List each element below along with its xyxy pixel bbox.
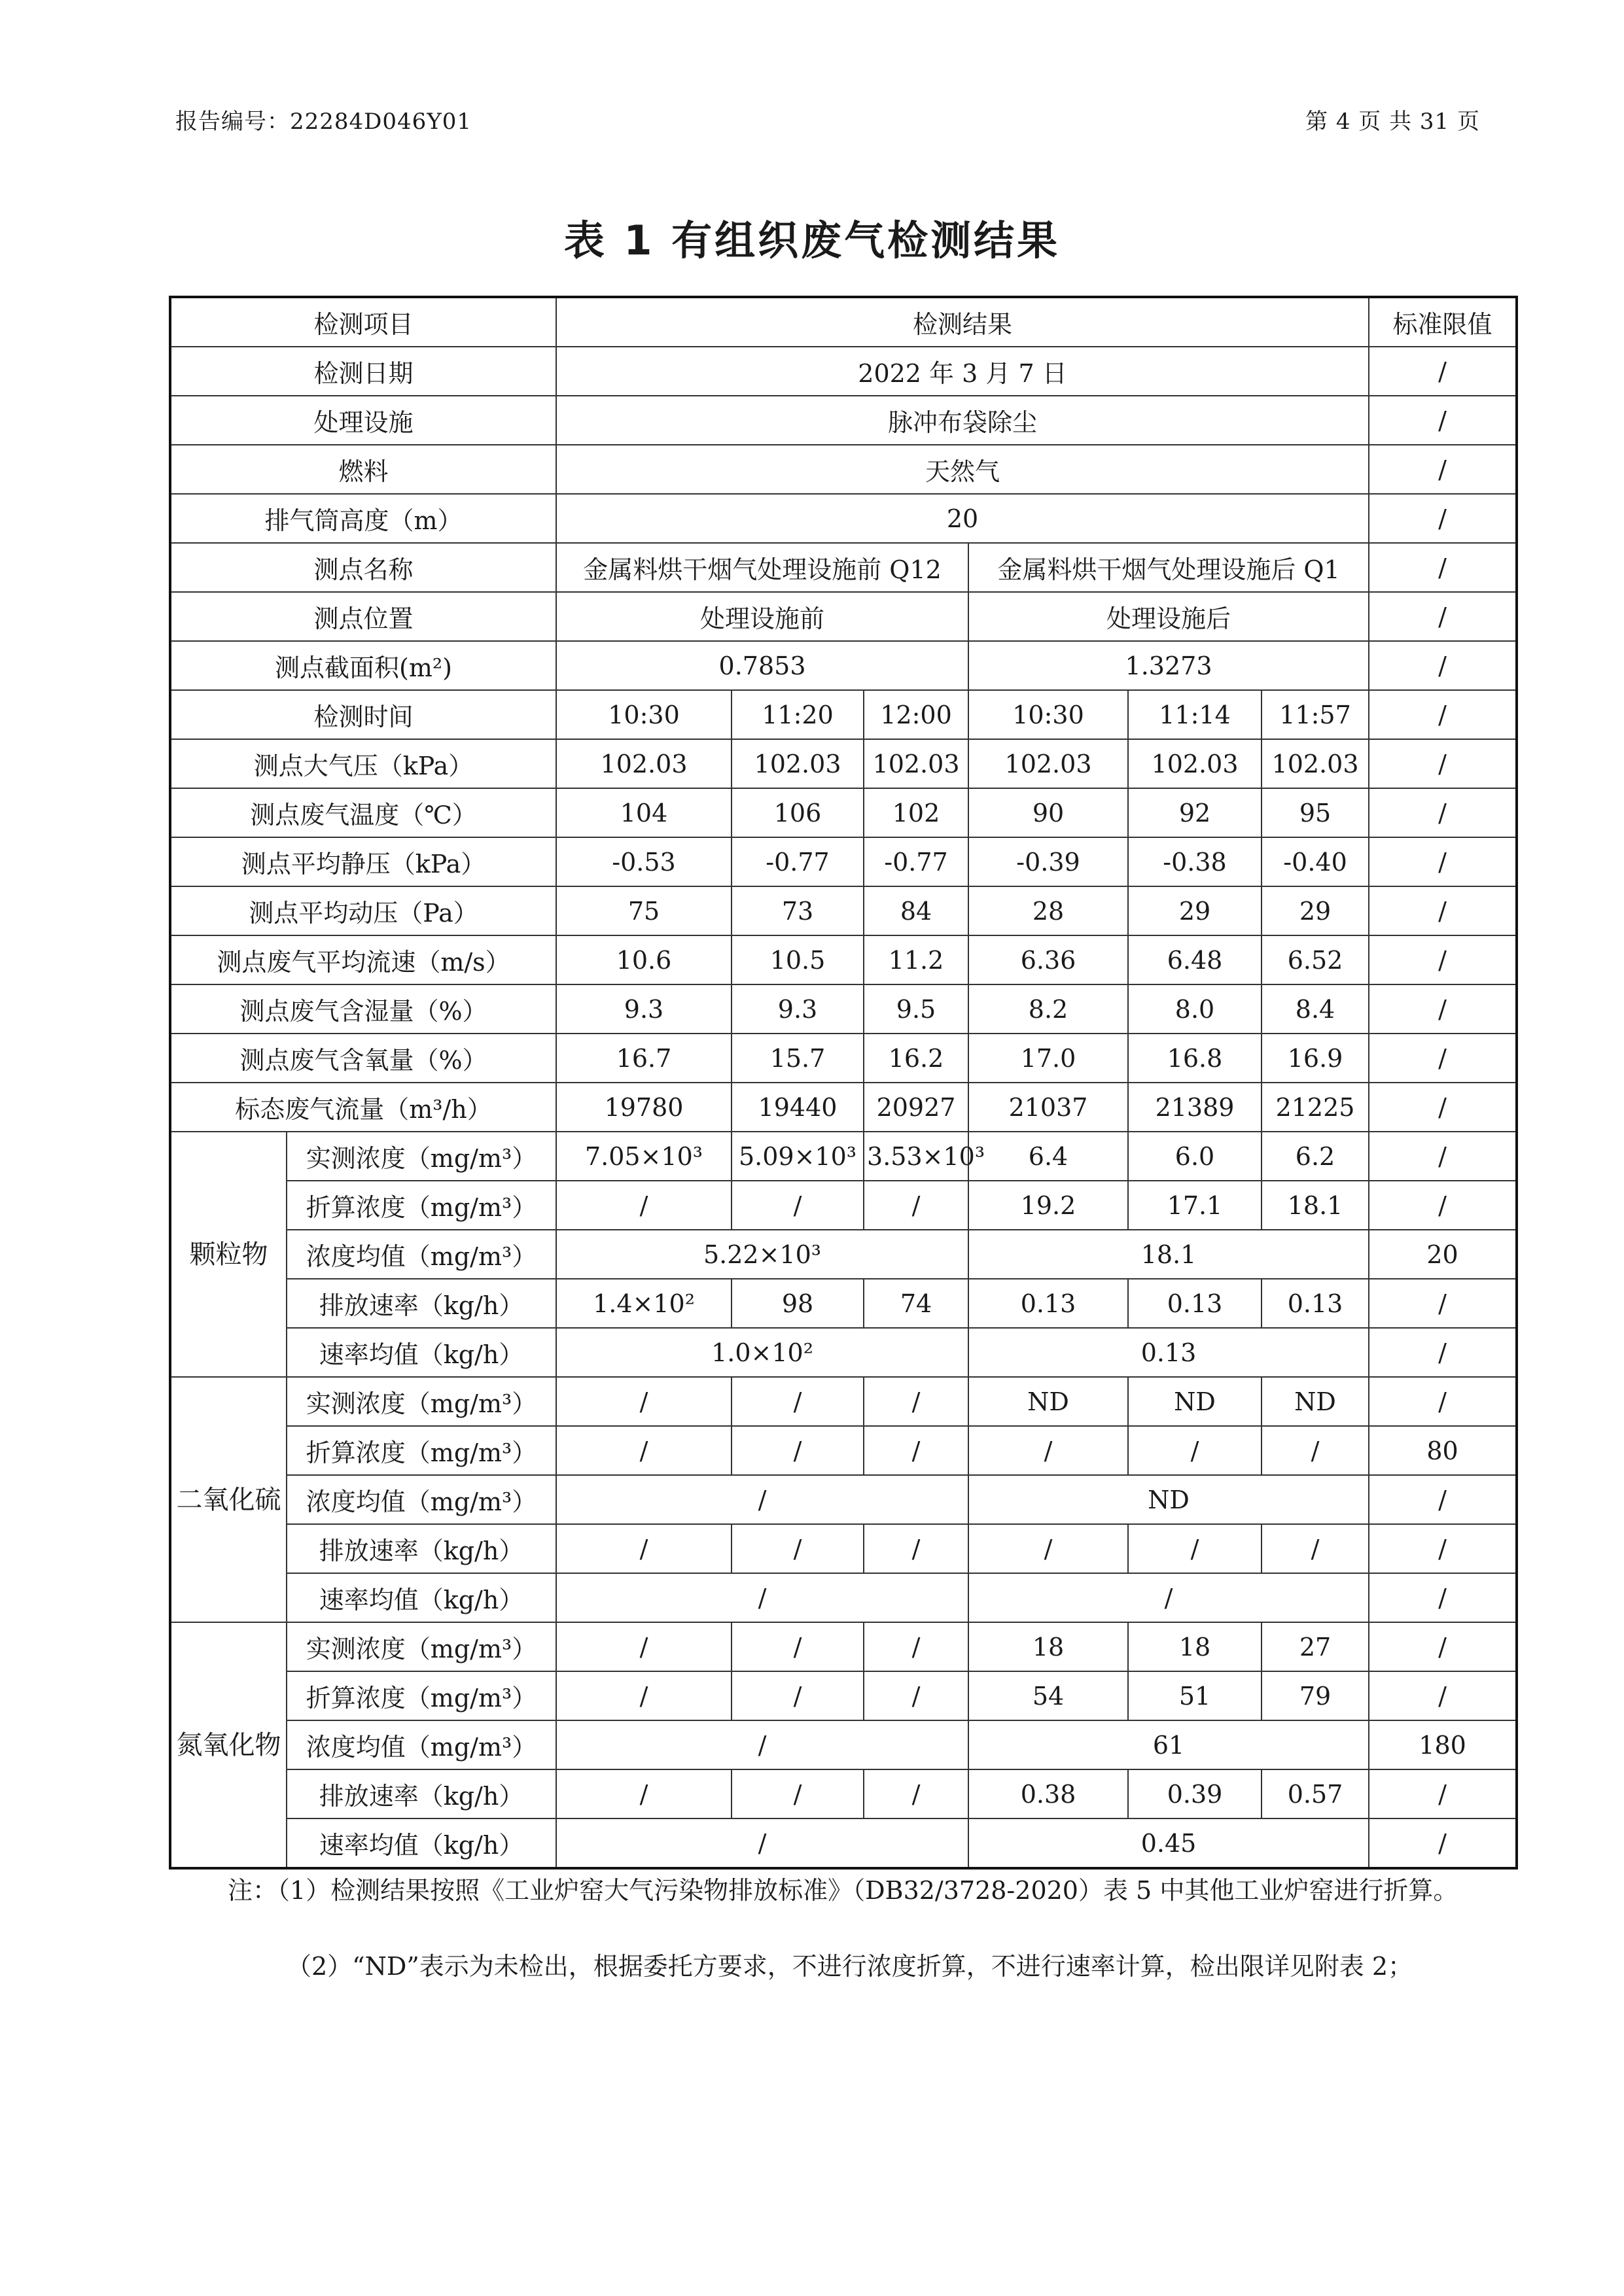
table-row: [170, 1622, 1517, 1671]
cell: /: [556, 1573, 968, 1622]
row-label: 测点废气含湿量（%）: [170, 984, 556, 1034]
cell: 处理设施后: [968, 592, 1369, 641]
report-number: 报告编号：22284D046Y01: [175, 109, 472, 135]
cell: /: [556, 1524, 732, 1573]
cell: 1.3273: [968, 641, 1369, 690]
cell: 6.52: [1262, 935, 1369, 984]
row-label: 标态废气流量（m³/h）: [170, 1083, 556, 1132]
cell: 8.2: [968, 984, 1128, 1034]
row-label: 测点废气平均流速（m/s）: [170, 935, 556, 984]
cell: -0.53: [556, 837, 732, 886]
limit-cell: /: [1369, 1132, 1517, 1181]
cell: /: [864, 1426, 968, 1475]
table-row: [170, 935, 1517, 984]
cell: 11:14: [1128, 690, 1262, 739]
cell: /: [968, 1573, 1369, 1622]
cell: 102: [864, 788, 968, 837]
cell: 28: [968, 886, 1128, 935]
cell: 8.0: [1128, 984, 1262, 1034]
limit-cell: /: [1369, 592, 1517, 641]
cell: 0.39: [1128, 1769, 1262, 1818]
results-table: [169, 296, 1518, 1870]
cell: /: [732, 1769, 864, 1818]
limit-cell: /: [1369, 1475, 1517, 1524]
cell: /: [732, 1377, 864, 1426]
cell: /: [556, 1769, 732, 1818]
cell: 10.5: [732, 935, 864, 984]
cell: ND: [1262, 1377, 1369, 1426]
cell: 102.03: [556, 739, 732, 788]
sub-label: 浓度均值（mg/m³）: [287, 1475, 556, 1524]
cell: /: [732, 1622, 864, 1671]
cell: 11.2: [864, 935, 968, 984]
cell: 0.13: [1262, 1279, 1369, 1328]
limit-cell: /: [1369, 1083, 1517, 1132]
note-1: 注：（1）检测结果按照《工业炉窑大气污染物排放标准》（DB32/3728-2020）表 5 中其他工业炉窑进行折算。: [228, 1876, 1458, 1905]
cell: 102.03: [968, 739, 1128, 788]
table-row: [170, 1181, 1517, 1230]
cell: 106: [732, 788, 864, 837]
sub-label: 实测浓度（mg/m³）: [287, 1132, 556, 1181]
table-row: [170, 886, 1517, 935]
cell: 102.03: [1262, 739, 1369, 788]
header-result: 检测结果: [556, 297, 1369, 347]
table-row: [170, 788, 1517, 837]
row-label: 燃料: [170, 445, 556, 494]
header-row: [170, 297, 1517, 347]
sub-label: 速率均值（kg/h）: [287, 1573, 556, 1622]
cell: 10.6: [556, 935, 732, 984]
table-row: [170, 1279, 1517, 1328]
cell: 102.03: [732, 739, 864, 788]
table-row: [170, 543, 1517, 592]
table-row: [170, 396, 1517, 445]
cell: 0.7853: [556, 641, 968, 690]
cell: 天然气: [556, 445, 1369, 494]
limit-cell: /: [1369, 1377, 1517, 1426]
sub-label: 折算浓度（mg/m³）: [287, 1671, 556, 1720]
note-2: （2）“ND”表示为未检出，根据委托方要求，不进行浓度折算，不进行速率计算，检出限详见附表 2；: [287, 1952, 1413, 1981]
cell: 金属料烘干烟气处理设施后 Q1: [968, 543, 1369, 592]
limit-cell: /: [1369, 396, 1517, 445]
cell: 19.2: [968, 1181, 1128, 1230]
limit-cell: /: [1369, 837, 1517, 886]
row-label: 测点位置: [170, 592, 556, 641]
cell: 金属料烘干烟气处理设施前 Q12: [556, 543, 968, 592]
limit-cell: /: [1369, 739, 1517, 788]
cell: 17.0: [968, 1034, 1128, 1083]
cell: 10:30: [968, 690, 1128, 739]
table-row: [170, 1720, 1517, 1769]
table-row: [170, 1328, 1517, 1377]
row-label: 检测时间: [170, 690, 556, 739]
group-label: 氮氧化物: [170, 1622, 287, 1868]
sub-label: 浓度均值（mg/m³）: [287, 1720, 556, 1769]
header-limit: 标准限值: [1369, 297, 1517, 347]
cell: 27: [1262, 1622, 1369, 1671]
sub-label: 速率均值（kg/h）: [287, 1818, 556, 1868]
cell: 1.0×10²: [556, 1328, 968, 1377]
cell: 61: [968, 1720, 1369, 1769]
cell: 处理设施前: [556, 592, 968, 641]
cell: 18: [1128, 1622, 1262, 1671]
row-label: 检测日期: [170, 347, 556, 396]
sub-label: 排放速率（kg/h）: [287, 1524, 556, 1573]
cell: /: [1128, 1524, 1262, 1573]
cell: 7.05×10³: [556, 1132, 732, 1181]
cell: /: [556, 1720, 968, 1769]
cell: 3.53×10³: [864, 1132, 968, 1181]
cell: /: [864, 1524, 968, 1573]
limit-cell: /: [1369, 1818, 1517, 1868]
limit-cell: /: [1369, 1524, 1517, 1573]
cell: 21389: [1128, 1083, 1262, 1132]
table-row: [170, 641, 1517, 690]
cell: 0.57: [1262, 1769, 1369, 1818]
cell: 102.03: [1128, 739, 1262, 788]
cell: /: [864, 1622, 968, 1671]
cell: 19780: [556, 1083, 732, 1132]
row-label: 测点名称: [170, 543, 556, 592]
cell: 6.4: [968, 1132, 1128, 1181]
cell: 9.3: [556, 984, 732, 1034]
cell: 51: [1128, 1671, 1262, 1720]
cell: ND: [968, 1475, 1369, 1524]
cell: /: [864, 1181, 968, 1230]
sub-label: 折算浓度（mg/m³）: [287, 1181, 556, 1230]
limit-cell: /: [1369, 886, 1517, 935]
cell: 16.9: [1262, 1034, 1369, 1083]
table-row: [170, 837, 1517, 886]
limit-cell: /: [1369, 1671, 1517, 1720]
cell: 79: [1262, 1671, 1369, 1720]
row-label: 测点平均静压（kPa）: [170, 837, 556, 886]
cell: 6.2: [1262, 1132, 1369, 1181]
limit-cell: /: [1369, 984, 1517, 1034]
cell: 16.7: [556, 1034, 732, 1083]
row-label: 排气筒高度（m）: [170, 494, 556, 543]
sub-label: 浓度均值（mg/m³）: [287, 1230, 556, 1279]
cell: 1.4×10²: [556, 1279, 732, 1328]
cell: 15.7: [732, 1034, 864, 1083]
limit-cell: /: [1369, 445, 1517, 494]
cell: -0.39: [968, 837, 1128, 886]
limit-cell: /: [1369, 641, 1517, 690]
cell: 0.13: [968, 1328, 1369, 1377]
table-row: [170, 739, 1517, 788]
cell: 9.5: [864, 984, 968, 1034]
limit-cell: 180: [1369, 1720, 1517, 1769]
cell: /: [556, 1475, 968, 1524]
row-label: 测点废气温度（℃）: [170, 788, 556, 837]
table-row: [170, 1769, 1517, 1818]
cell: /: [732, 1671, 864, 1720]
cell: 19440: [732, 1083, 864, 1132]
limit-cell: /: [1369, 494, 1517, 543]
table-row: [170, 1230, 1517, 1279]
cell: 5.09×10³: [732, 1132, 864, 1181]
table-row: [170, 984, 1517, 1034]
limit-cell: /: [1369, 690, 1517, 739]
cell: 20: [556, 494, 1369, 543]
cell: 17.1: [1128, 1181, 1262, 1230]
cell: 98: [732, 1279, 864, 1328]
limit-cell: 20: [1369, 1230, 1517, 1279]
cell: 21037: [968, 1083, 1128, 1132]
cell: 0.38: [968, 1769, 1128, 1818]
cell: 0.13: [1128, 1279, 1262, 1328]
cell: 5.22×10³: [556, 1230, 968, 1279]
cell: 84: [864, 886, 968, 935]
cell: /: [556, 1671, 732, 1720]
cell: 18.1: [968, 1230, 1369, 1279]
cell: /: [556, 1181, 732, 1230]
cell: 104: [556, 788, 732, 837]
cell: /: [968, 1426, 1128, 1475]
table-row: [170, 1132, 1517, 1181]
sub-label: 速率均值（kg/h）: [287, 1328, 556, 1377]
cell: /: [732, 1181, 864, 1230]
cell: 0.13: [968, 1279, 1128, 1328]
sub-label: 排放速率（kg/h）: [287, 1279, 556, 1328]
row-label: 测点平均动压（Pa）: [170, 886, 556, 935]
limit-cell: /: [1369, 1034, 1517, 1083]
sub-label: 实测浓度（mg/m³）: [287, 1377, 556, 1426]
cell: 6.48: [1128, 935, 1262, 984]
cell: 6.36: [968, 935, 1128, 984]
cell: 29: [1128, 886, 1262, 935]
cell: 74: [864, 1279, 968, 1328]
table-row: [170, 1524, 1517, 1573]
table-row: [170, 1671, 1517, 1720]
cell: 10:30: [556, 690, 732, 739]
group-label: 颗粒物: [170, 1132, 287, 1377]
cell: 6.0: [1128, 1132, 1262, 1181]
cell: -0.77: [732, 837, 864, 886]
cell: 11:57: [1262, 690, 1369, 739]
table-row: [170, 347, 1517, 396]
row-label: 测点截面积(m²): [170, 641, 556, 690]
cell: 29: [1262, 886, 1369, 935]
cell: ND: [968, 1377, 1128, 1426]
cell: /: [968, 1524, 1128, 1573]
page-title: 表 1 有组织废气检测结果: [563, 217, 1061, 264]
cell: 102.03: [864, 739, 968, 788]
table-row: [170, 1475, 1517, 1524]
cell: 0.45: [968, 1818, 1369, 1868]
cell: /: [556, 1622, 732, 1671]
cell: /: [1262, 1426, 1369, 1475]
cell: 95: [1262, 788, 1369, 837]
cell: /: [732, 1426, 864, 1475]
limit-cell: /: [1369, 347, 1517, 396]
cell: 18: [968, 1622, 1128, 1671]
cell: -0.38: [1128, 837, 1262, 886]
limit-cell: /: [1369, 788, 1517, 837]
table-row: [170, 1573, 1517, 1622]
page-number: 第 4 页 共 31 页: [1305, 109, 1480, 135]
row-label: 测点废气含氧量（%）: [170, 1034, 556, 1083]
table-row: [170, 1426, 1517, 1475]
limit-cell: /: [1369, 1279, 1517, 1328]
cell: 92: [1128, 788, 1262, 837]
cell: /: [1128, 1426, 1262, 1475]
cell: /: [556, 1818, 968, 1868]
limit-cell: /: [1369, 1181, 1517, 1230]
limit-cell: 80: [1369, 1426, 1517, 1475]
cell: /: [1262, 1524, 1369, 1573]
cell: 90: [968, 788, 1128, 837]
table-row: [170, 494, 1517, 543]
cell: /: [864, 1671, 968, 1720]
cell: /: [732, 1524, 864, 1573]
cell: -0.77: [864, 837, 968, 886]
table-row: [170, 1034, 1517, 1083]
cell: 脉冲布袋除尘: [556, 396, 1369, 445]
row-label: 测点大气压（kPa）: [170, 739, 556, 788]
sub-label: 折算浓度（mg/m³）: [287, 1426, 556, 1475]
sub-label: 实测浓度（mg/m³）: [287, 1622, 556, 1671]
limit-cell: /: [1369, 543, 1517, 592]
cell: 54: [968, 1671, 1128, 1720]
table-row: [170, 1083, 1517, 1132]
limit-cell: /: [1369, 935, 1517, 984]
cell: /: [556, 1426, 732, 1475]
sub-label: 排放速率（kg/h）: [287, 1769, 556, 1818]
table-row: [170, 690, 1517, 739]
cell: /: [864, 1769, 968, 1818]
cell: 2022 年 3 月 7 日: [556, 347, 1369, 396]
cell: 21225: [1262, 1083, 1369, 1132]
cell: 18.1: [1262, 1181, 1369, 1230]
cell: /: [864, 1377, 968, 1426]
cell: ND: [1128, 1377, 1262, 1426]
table-row: [170, 592, 1517, 641]
cell: 20927: [864, 1083, 968, 1132]
table-row: [170, 1818, 1517, 1868]
cell: 75: [556, 886, 732, 935]
cell: 16.8: [1128, 1034, 1262, 1083]
table-row: [170, 445, 1517, 494]
limit-cell: /: [1369, 1573, 1517, 1622]
limit-cell: /: [1369, 1622, 1517, 1671]
group-label: 二氧化硫: [170, 1377, 287, 1622]
header-item: 检测项目: [170, 297, 556, 347]
cell: 11:20: [732, 690, 864, 739]
cell: -0.40: [1262, 837, 1369, 886]
limit-cell: /: [1369, 1769, 1517, 1818]
cell: 16.2: [864, 1034, 968, 1083]
row-label: 处理设施: [170, 396, 556, 445]
cell: 73: [732, 886, 864, 935]
limit-cell: /: [1369, 1328, 1517, 1377]
cell: 12:00: [864, 690, 968, 739]
table-row: [170, 1377, 1517, 1426]
cell: 8.4: [1262, 984, 1369, 1034]
cell: /: [556, 1377, 732, 1426]
cell: 9.3: [732, 984, 864, 1034]
